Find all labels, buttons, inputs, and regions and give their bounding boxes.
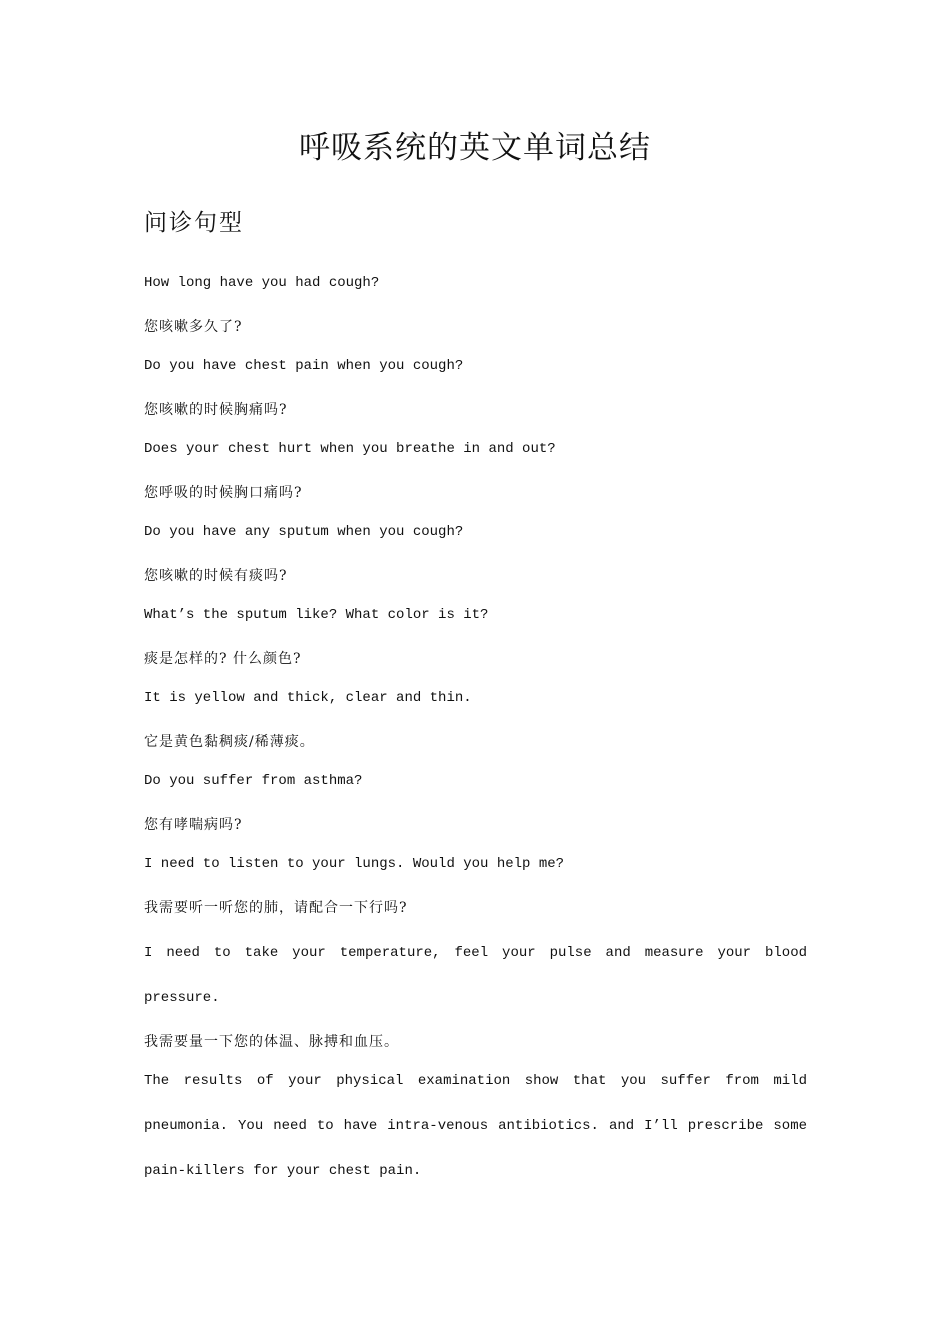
question-line-en: Do you suffer from asthma? xyxy=(144,773,363,789)
statement-line-en: I need to listen to your lungs. Would you help me? xyxy=(144,856,565,872)
question-line-en: Does your chest hurt when you breathe in and out? xyxy=(144,441,556,457)
question-line-zh: 您呼吸的时候胸口痛吗? xyxy=(144,485,303,501)
question-line-en: Do you have any sputum when you cough? xyxy=(144,524,464,540)
question-line-zh: 您咳嗽的时候有痰吗? xyxy=(144,568,288,584)
question-line-en: Do you have chest pain when you cough? xyxy=(144,358,464,374)
question-line-en: How long have you had cough? xyxy=(144,275,380,291)
statement-paragraph-en: I need to take your temperature, feel your pulse and measure your blood pressure. xyxy=(144,945,807,1006)
statement-line-zh: 我需要听一听您的肺，请配合一下行吗? xyxy=(144,900,408,916)
question-line-zh: 您咳嗽多久了? xyxy=(144,319,243,335)
diagnosis-paragraph-en: The results of your physical examination show that you suffer from mild pneumonia. You need to have intra-venous antibiotics. and I’ll prescribe some pain-killers for your chest pain. xyxy=(144,1073,807,1179)
question-line-en: What’s the sputum like? What color is it? xyxy=(144,607,489,623)
section-heading: 问诊句型 xyxy=(144,210,244,236)
question-line-zh: 痰是怎样的? 什么颜色? xyxy=(144,651,302,667)
answer-line-en: It is yellow and thick, clear and thin. xyxy=(144,690,472,706)
question-line-zh: 您有哮喘病吗? xyxy=(144,817,243,833)
question-line-zh: 您咳嗽的时候胸痛吗? xyxy=(144,402,288,418)
answer-line-zh: 它是黄色黏稠痰/稀薄痰。 xyxy=(144,734,315,750)
document-title: 呼吸系统的英文单词总结 xyxy=(299,130,651,166)
statement-line-zh: 我需要量一下您的体温、脉搏和血压。 xyxy=(144,1034,399,1050)
